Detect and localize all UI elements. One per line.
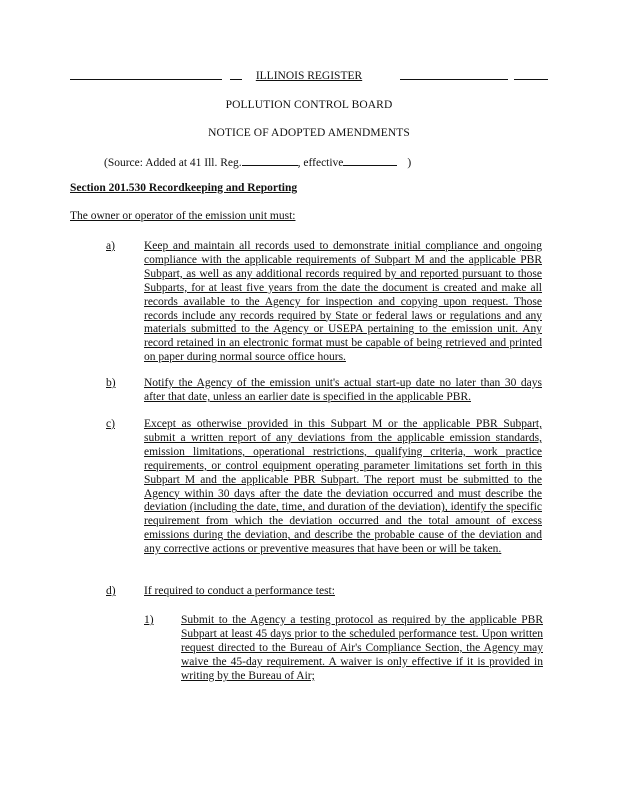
board-name: POLLUTION CONTROL BOARD [225, 99, 393, 111]
notice-title: NOTICE OF ADOPTED AMENDMENTS [208, 127, 410, 139]
source-prefix: (Source: Added at 41 Ill. Reg. [104, 157, 242, 169]
item-text: Except as otherwise provided in this Subpart M or the applicable PBR Subpart, submit a written report of any deviations from the applicable emission standards, emission limitations, operational restrictions, qualifying criteria, work practice requirements, or control equipment operating parameter limitations set forth in this Subpart M and the applicable PBR Subpart. The report must be submitted to the Agency within 30 days after the date the deviation occurred and must describe the deviation (including the date, time, and duration of the deviation), identify the specific requirement from which the deviation occurred and the total amount of excess emissions during the deviation, and describe the probable cause of the deviation and any corrective actions or preventive measures that have been or will be taken. [144, 418, 542, 556]
source-close: ) [407, 157, 412, 169]
sub-item-text: Submit to the Agency a testing protocol as required by the applicable PBR Subpart at least 45 days prior to the scheduled performance test. Upon written request directed to the Bureau of Air's Compliance Section, the Agency may waive the 45-day requirement. A waiver is only effective if it is provided in writing by the Bureau of Air; [181, 614, 543, 682]
item-label: a) [106, 240, 115, 252]
source-effective: , effective [297, 157, 344, 169]
item-text: If required to conduct a performance test: [144, 585, 335, 597]
item-text: Notify the Agency of the emission unit's actual start-up date no later than 30 days after that date, unless an earlier date is specified in the applicable PBR. [144, 377, 542, 403]
item-text: Keep and maintain all records used to demonstrate initial compliance and ongoing compliance with the applicable requirements of Subpart M and the applicable PBR Subpart, as well as any additional records required by and reported pursuant to those Subparts, for at least five years from the date the document is created and make all records available to the Agency for inspection and copying upon request. Those records include any records required by State or federal laws or regulations and any materials submitted to the Agency or USEPA pertaining to the emission unit. Any record retained in an electronic format must be capable of being retrieved and printed on paper during normal source office hours. [144, 240, 542, 364]
intro-text: The owner or operator of the emission unit must: [70, 210, 296, 222]
sub-item-label: 1) [144, 614, 154, 626]
item-label: c) [106, 418, 115, 430]
item-label: b) [106, 377, 116, 389]
item-label: d) [106, 585, 116, 597]
section-heading: Section 201.530 Recordkeeping and Reporting [70, 182, 298, 194]
source-date-blank [343, 154, 397, 166]
source-note [104, 154, 411, 170]
register-title: ILLINOIS REGISTER [255, 70, 363, 82]
source-reg-blank [242, 154, 298, 166]
